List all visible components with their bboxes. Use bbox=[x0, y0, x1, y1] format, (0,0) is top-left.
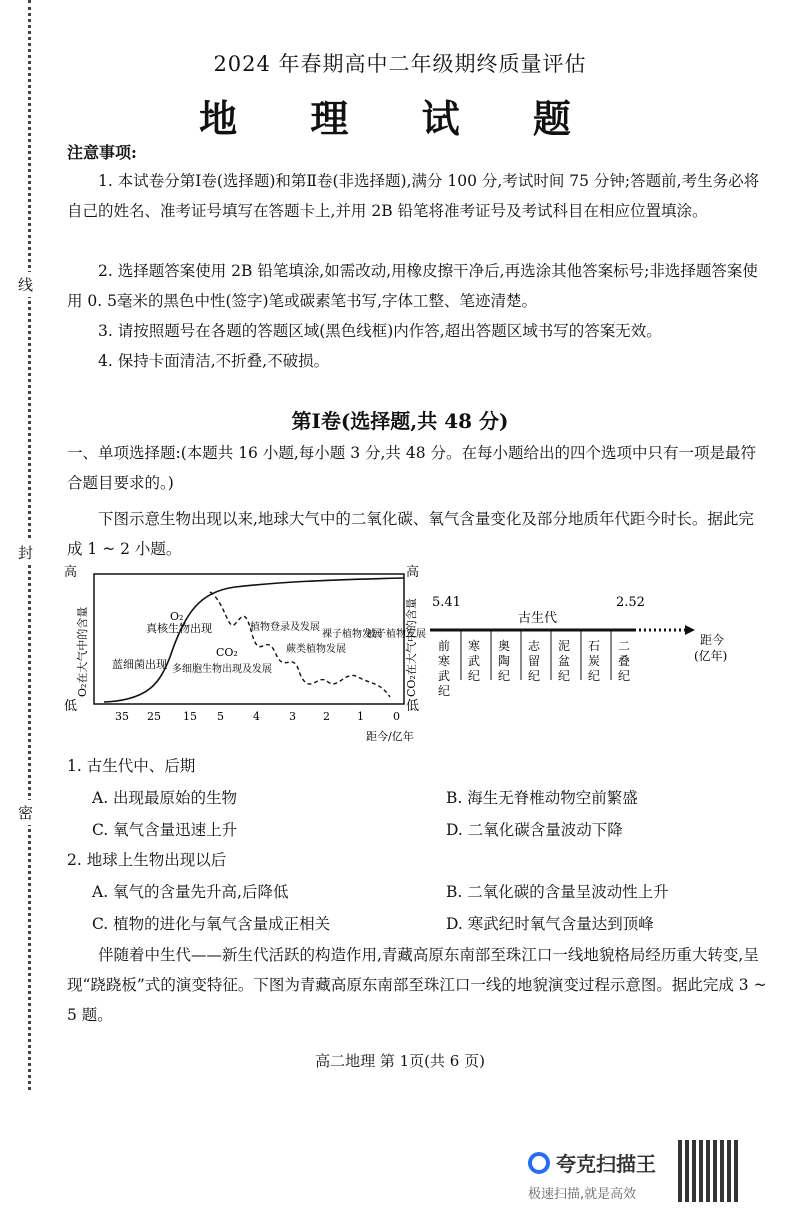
ann-cyanobacteria: 蓝细菌出现 bbox=[112, 658, 167, 671]
x-tick-4: 4 bbox=[253, 710, 260, 723]
period-6: 石炭纪 bbox=[588, 639, 601, 683]
x-tick-35: 35 bbox=[115, 710, 129, 723]
timeline-arrow-label-2: (亿年) bbox=[694, 649, 728, 663]
o2-line bbox=[104, 578, 404, 702]
co2-label: CO₂ bbox=[216, 646, 238, 659]
binding-char-mi: 密 bbox=[18, 800, 33, 825]
note-item-1: 1. 本试卷分第Ⅰ卷(选择题)和第Ⅱ卷(非选择题),满分 100 分,考试时间 75 分钟;答题前,考生务必将自己的姓名、准考证号填写在答题卡上,并用 2B 铅笔将准考证号及考试科目在相应位置填涂。 bbox=[67, 172, 760, 220]
page-footer: 高二地理 第 1页(共 6 页) bbox=[315, 1052, 485, 1070]
period-5: 泥盆纪 bbox=[558, 639, 571, 683]
q1-option-c[interactable]: C. 氧气含量迅速上升 bbox=[92, 821, 238, 839]
right-axis-label: CO₂在大气中的含量 bbox=[405, 598, 418, 697]
period-2: 寒武纪 bbox=[468, 639, 481, 683]
high-label-left: 高 bbox=[64, 565, 78, 580]
x-tick-2: 2 bbox=[323, 710, 330, 723]
timeline-end: 2.52 bbox=[616, 595, 645, 610]
ann-ferns: 蕨类植物发展 bbox=[286, 644, 346, 655]
x-tick-0: 0 bbox=[393, 710, 400, 723]
q2-option-a[interactable]: A. 氧气的含量先升高,后降低 bbox=[92, 883, 289, 901]
period-4: 志留纪 bbox=[528, 639, 541, 683]
figure-co2-o2 bbox=[60, 562, 760, 751]
x-tick-1: 1 bbox=[357, 710, 364, 723]
left-axis-label: O₂在大气中的含量 bbox=[76, 606, 89, 697]
ann-eukaryote: 真核生物出现 bbox=[146, 622, 212, 635]
q2-option-c[interactable]: C. 植物的进化与氧气含量成正相关 bbox=[92, 915, 331, 933]
ann-angiosperms: 被子植物发展 bbox=[366, 629, 426, 640]
x-tick-25: 25 bbox=[147, 710, 161, 723]
notes-heading: 注意事项: bbox=[67, 143, 137, 162]
scanner-brand: 夸克扫描王 bbox=[556, 1152, 656, 1176]
ann-multicell: 多细胞生物出现及发展 bbox=[172, 664, 272, 675]
timeline-arrow bbox=[685, 625, 695, 635]
timeline-start: 5.41 bbox=[432, 595, 461, 610]
ann-plants-land: 植物登录及发展 bbox=[250, 622, 320, 633]
q1-stem: 1. 古生代中、后期 bbox=[67, 757, 196, 775]
note-item-2: 2. 选择题答案使用 2B 铅笔填涂,如需改动,用橡皮擦干净后,再选涂其他答案标号;非选择题答案使用 0. 5毫米的黑色中性(签字)笔或碳素笔书写,字体工整、笔迹清楚。 bbox=[67, 262, 758, 310]
low-label-right: 低 bbox=[406, 699, 420, 714]
period-3: 奥陶纪 bbox=[498, 639, 511, 683]
intro-q3-5: 伴随着中生代——新生代活跃的构造作用,青藏高原东南部至珠江口一线地貌格局经历重大转变,呈现“跷跷板”式的演变特征。下图为青藏高原东南部至珠江口一线的地貌演变过程示意图。据此完成 3 ~ 5 题。 bbox=[67, 946, 767, 1024]
scanner-slogan: 极速扫描,就是高效 bbox=[528, 1187, 637, 1202]
x-tick-15: 15 bbox=[183, 710, 197, 723]
x-tick-5: 5 bbox=[217, 710, 224, 723]
binding-char-feng: 封 bbox=[18, 540, 33, 565]
low-label-left: 低 bbox=[64, 699, 78, 714]
q2-option-b[interactable]: B. 二氧化碳的含量呈波动性上升 bbox=[446, 883, 669, 901]
q1-option-d[interactable]: D. 二氧化碳含量波动下降 bbox=[446, 821, 623, 839]
intro-q1-2: 下图示意生物出现以来,地球大气中的二氧化碳、氧气含量变化及部分地质年代距今时长。据此完成 1 ~ 2 小题。 bbox=[67, 510, 754, 558]
binding-char-xian: 线 bbox=[18, 272, 33, 297]
note-item-4: 4. 保持卡面清洁,不折叠,不破损。 bbox=[98, 352, 330, 370]
o2-label: O₂ bbox=[170, 610, 184, 623]
x-axis-label: 距今/亿年 bbox=[366, 730, 414, 743]
subject-title: 地 理 试 题 bbox=[199, 96, 601, 141]
timeline-era: 古生代 bbox=[518, 611, 558, 626]
q2-option-d[interactable]: D. 寒武纪时氧气含量达到顶峰 bbox=[446, 915, 654, 933]
q1-option-a[interactable]: A. 出现最原始的生物 bbox=[92, 789, 238, 807]
note-item-3: 3. 请按照题号在各题的答题区域(黑色线框)内作答,超出答题区域书写的答案无效。 bbox=[98, 322, 662, 340]
q2-stem: 2. 地球上生物出现以后 bbox=[67, 851, 227, 869]
period-1: 前寒武纪 bbox=[438, 639, 451, 698]
scanner-watermark bbox=[528, 1148, 656, 1202]
instructions: 一、单项选择题:(本题共 16 小题,每小题 3 分,共 48 分。在每小题给出的四个选项中只有一项是最符合题目要求的。) bbox=[67, 444, 756, 492]
section-title: 第Ⅰ卷(选择题,共 48 分) bbox=[291, 409, 509, 433]
timeline-arrow-label-1: 距今 bbox=[700, 633, 725, 647]
scanner-logo-icon bbox=[528, 1152, 550, 1174]
period-7: 二叠纪 bbox=[618, 639, 631, 683]
exam-title: 2024 年春期高中二年级期终质量评估 bbox=[213, 52, 587, 76]
high-label-right: 高 bbox=[406, 565, 420, 580]
q1-option-b[interactable]: B. 海生无脊椎动物空前繁盛 bbox=[446, 789, 638, 807]
ann-gymnosperms: 裸子植物发展 bbox=[322, 629, 382, 640]
qr-code-icon bbox=[678, 1140, 740, 1202]
x-tick-3: 3 bbox=[289, 710, 296, 723]
